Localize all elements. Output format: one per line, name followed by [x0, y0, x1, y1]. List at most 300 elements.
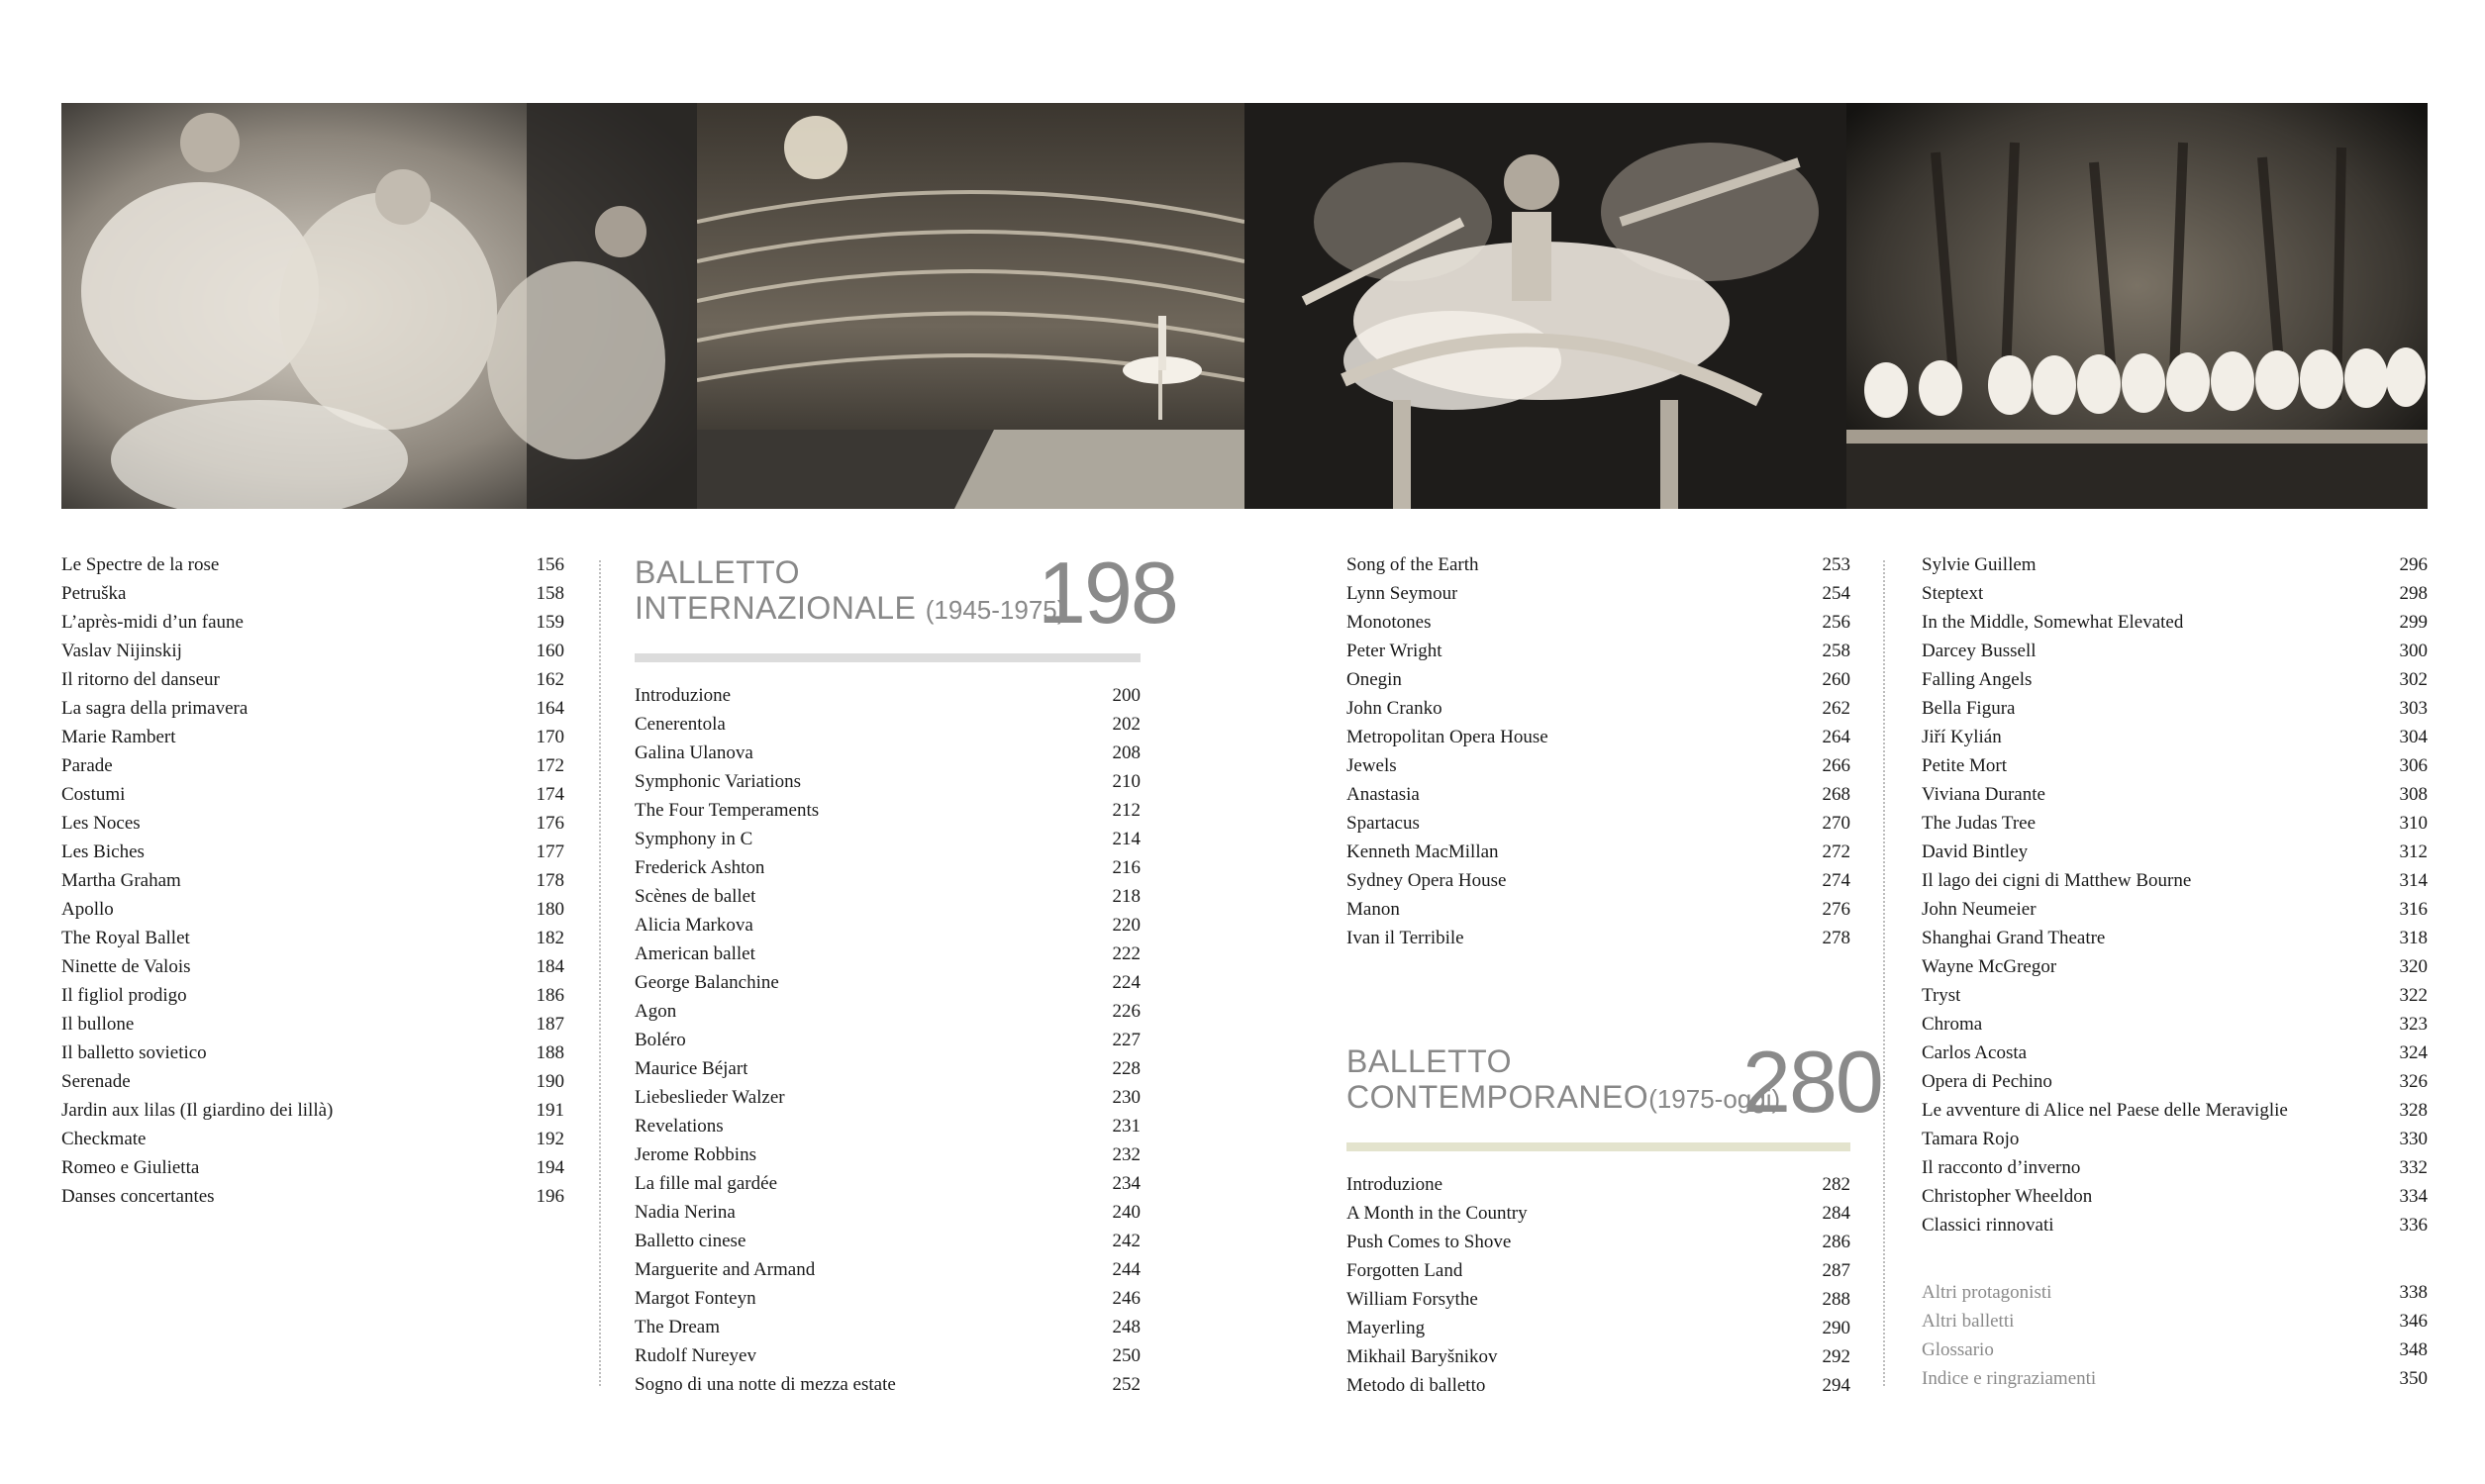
toc-entry-page: 264: [1822, 727, 1850, 747]
section-title-line1: BALLETTO: [1346, 1043, 1513, 1079]
toc-entry-page: 290: [1822, 1318, 1850, 1338]
toc-entry[interactable]: [635, 796, 1141, 825]
toc-entry-title: Tryst: [1922, 985, 1961, 1006]
toc-entry-page: 316: [2399, 899, 2428, 920]
toc-entry-page: 210: [1112, 771, 1141, 792]
toc-entry[interactable]: [1922, 838, 2428, 866]
toc-entry-page: 262: [1822, 698, 1850, 719]
toc-entry[interactable]: [61, 608, 564, 637]
toc-entry-page: 282: [1822, 1174, 1850, 1195]
toc-entry-title: Peter Wright: [1346, 641, 1442, 661]
toc-entry-title: David Bintley: [1922, 841, 2029, 862]
toc-entry-title: The Royal Ballet: [61, 928, 190, 948]
toc-entry-page: 330: [2399, 1129, 2428, 1149]
toc-entry-title: Agon: [635, 1001, 677, 1022]
column-divider-left: [599, 560, 601, 1386]
toc-entry-title: Symphonic Variations: [635, 771, 802, 792]
toc-entry[interactable]: [61, 838, 564, 866]
toc-entry-title: Costumi: [61, 784, 126, 805]
toc-entry-title: Revelations: [635, 1116, 724, 1137]
toc-entry-title: Ninette de Valois: [61, 956, 191, 977]
toc-entry-title: John Neumeier: [1922, 899, 2037, 920]
toc-entry-page: 288: [1822, 1289, 1850, 1310]
toc-entry-page: 318: [2399, 928, 2428, 948]
toc-entry[interactable]: [635, 1140, 1141, 1169]
toc-entry-title: Les Biches: [61, 841, 145, 862]
toc-entry-page: 159: [536, 612, 564, 633]
toc-entry-page: 287: [1822, 1260, 1850, 1281]
toc-entry[interactable]: [1922, 1307, 2428, 1336]
toc-entry[interactable]: [1922, 579, 2428, 608]
toc-entry-title: Petruška: [61, 583, 127, 604]
toc-entry-title: Introduzione: [1346, 1174, 1443, 1195]
toc-entry[interactable]: [635, 968, 1141, 997]
toc-entry[interactable]: [635, 997, 1141, 1026]
toc-entry-page: 348: [2399, 1339, 2428, 1360]
toc-entry-page: 177: [536, 841, 564, 862]
toc-entry[interactable]: [1346, 1285, 1850, 1314]
toc-entry[interactable]: [635, 1313, 1141, 1341]
toc-entry-title: Christopher Wheeldon: [1922, 1186, 2093, 1207]
toc-entry-page: 162: [536, 669, 564, 690]
toc-entry[interactable]: [61, 1153, 564, 1182]
toc-entry[interactable]: [1346, 838, 1850, 866]
toc-entry[interactable]: [61, 924, 564, 952]
toc-entry-title: Onegin: [1346, 669, 1402, 690]
section-title-line1: BALLETTO: [635, 554, 801, 590]
toc-entry[interactable]: [1922, 1125, 2428, 1153]
toc-entry[interactable]: [61, 723, 564, 751]
toc-entry-page: 299: [2399, 612, 2428, 633]
toc-entry[interactable]: [1922, 1039, 2428, 1067]
toc-entry[interactable]: [1922, 780, 2428, 809]
toc-entry[interactable]: [635, 940, 1141, 968]
toc-entry[interactable]: [1346, 665, 1850, 694]
toc-entry-title: Il racconto d’inverno: [1922, 1157, 2081, 1178]
toc-entry-page: 220: [1112, 915, 1141, 936]
toc-entry-page: 242: [1112, 1231, 1141, 1251]
toc-entry-page: 323: [2399, 1014, 2428, 1035]
toc-entry-title: Sogno di una notte di mezza estate: [635, 1374, 896, 1395]
toc-entry-title: Chroma: [1922, 1014, 1983, 1035]
toc-entry-page: 228: [1112, 1058, 1141, 1079]
toc-entry-page: 252: [1112, 1374, 1141, 1395]
toc-entry[interactable]: [61, 1039, 564, 1067]
toc-entry[interactable]: [61, 1010, 564, 1039]
toc-entry-title: Monotones: [1346, 612, 1432, 633]
toc-entry-page: 254: [1822, 583, 1850, 604]
toc-entry-title: The Four Temperaments: [635, 800, 820, 821]
toc-entry[interactable]: [1922, 694, 2428, 723]
section-years: (1945-1975): [925, 595, 1066, 625]
toc-entry-title: Manon: [1346, 899, 1400, 920]
toc-entry[interactable]: [1346, 579, 1850, 608]
toc-entry-page: 250: [1112, 1345, 1141, 1366]
toc-entry[interactable]: [635, 825, 1141, 853]
toc-entry-title: Margot Fonteyn: [635, 1288, 756, 1309]
toc-entry-page: 212: [1112, 800, 1141, 821]
toc-entry-page: 182: [536, 928, 564, 948]
toc-entry-page: 272: [1822, 841, 1850, 862]
toc-column-1: [61, 550, 564, 1211]
toc-entry[interactable]: [61, 952, 564, 981]
toc-column-4: [1922, 550, 2428, 1393]
toc-entry-title: Marguerite and Armand: [635, 1259, 816, 1280]
toc-entry[interactable]: [1922, 665, 2428, 694]
toc-entry-page: 308: [2399, 784, 2428, 805]
toc-entry-page: 156: [536, 554, 564, 575]
toc-entry[interactable]: [635, 1054, 1141, 1083]
toc-entry-page: 240: [1112, 1202, 1141, 1223]
toc-entry-title: Steptext: [1922, 583, 1984, 604]
toc-entry-title: Marie Rambert: [61, 727, 176, 747]
photo-strip: [61, 103, 2428, 509]
toc-entry-page: 186: [536, 985, 564, 1006]
toc-entry[interactable]: [1346, 1170, 1850, 1199]
toc-entry-title: Galina Ulanova: [635, 742, 753, 763]
toc-entry[interactable]: [1346, 1256, 1850, 1285]
toc-entry-page: 292: [1822, 1346, 1850, 1367]
toc-entry-title: Metropolitan Opera House: [1346, 727, 1548, 747]
toc-list: [635, 681, 1141, 1399]
toc-entry-title: Jewels: [1346, 755, 1397, 776]
toc-entry[interactable]: [61, 637, 564, 665]
toc-entry[interactable]: [635, 1370, 1141, 1399]
toc-entry-page: 296: [2399, 554, 2428, 575]
toc-entry-title: Alicia Markova: [635, 915, 753, 936]
toc-entry-title: Les Noces: [61, 813, 141, 834]
toc-entry[interactable]: [1346, 1314, 1850, 1342]
toc-entry-title: Martha Graham: [61, 870, 181, 891]
toc-entry-page: 298: [2399, 583, 2428, 604]
toc-entry-page: 300: [2399, 641, 2428, 661]
toc-entry[interactable]: [61, 1182, 564, 1211]
toc-entry-title: Frederick Ashton: [635, 857, 765, 878]
toc-entry-page: 196: [536, 1186, 564, 1207]
toc-entry[interactable]: [635, 1255, 1141, 1284]
toc-entry[interactable]: [635, 882, 1141, 911]
toc-entry[interactable]: [1922, 809, 2428, 838]
toc-entry[interactable]: [635, 1169, 1141, 1198]
section-heading-contemporaneo: [1346, 1033, 1882, 1131]
toc-entry-page: 284: [1822, 1203, 1850, 1224]
toc-entry[interactable]: [1922, 1278, 2428, 1307]
toc-entry-title: Push Comes to Shove: [1346, 1232, 1512, 1252]
toc-entry[interactable]: [61, 751, 564, 780]
toc-entry-page: 227: [1112, 1030, 1141, 1050]
toc-entry-title: Tamara Rojo: [1922, 1129, 2020, 1149]
section-years: (1975-oggi): [1648, 1084, 1781, 1114]
toc-entry-page: 224: [1112, 972, 1141, 993]
toc-entry-title: A Month in the Country: [1346, 1203, 1528, 1224]
toc-entry[interactable]: [635, 1026, 1141, 1054]
toc-entry-title: Indice e ringraziamenti: [1922, 1368, 2097, 1389]
toc-entry-page: 306: [2399, 755, 2428, 776]
toc-entry-title: Balletto cinese: [635, 1231, 746, 1251]
section-bar: [1346, 1142, 1850, 1151]
toc-entry[interactable]: [635, 767, 1141, 796]
toc-entry[interactable]: [61, 694, 564, 723]
toc-entry-title: Jardin aux lilas (Il giardino dei lillà): [61, 1100, 334, 1121]
toc-entry-page: 258: [1822, 641, 1850, 661]
toc-entry[interactable]: [61, 579, 564, 608]
toc-entry-title: Il balletto sovietico: [61, 1042, 207, 1063]
toc-entry[interactable]: [1922, 866, 2428, 895]
section-title-line2: CONTEMPORANEO: [1346, 1079, 1649, 1115]
toc-entry[interactable]: [1922, 981, 2428, 1010]
toc-entry-title: Il figliol prodigo: [61, 985, 187, 1006]
toc-entry-title: Vaslav Nijinskij: [61, 641, 182, 661]
toc-entry-page: 170: [536, 727, 564, 747]
toc-entry-page: 180: [536, 899, 564, 920]
photo-theatre-auditorium: [697, 103, 1244, 509]
toc-entry[interactable]: [635, 853, 1141, 882]
toc-entry-title: John Cranko: [1346, 698, 1442, 719]
toc-entry-page: 303: [2399, 698, 2428, 719]
toc-entry-page: 192: [536, 1129, 564, 1149]
toc-entry-page: 276: [1822, 899, 1850, 920]
toc-entry[interactable]: [1922, 550, 2428, 579]
toc-entry[interactable]: [61, 1067, 564, 1096]
toc-entry-title: Petite Mort: [1922, 755, 2008, 776]
toc-entry[interactable]: [635, 681, 1141, 710]
toc-entry-title: La fille mal gardée: [635, 1173, 778, 1194]
toc-entry[interactable]: [635, 1227, 1141, 1255]
toc-entry[interactable]: [1922, 1067, 2428, 1096]
toc-entry-page: 338: [2399, 1282, 2428, 1303]
toc-entry[interactable]: [635, 1341, 1141, 1370]
toc-entry[interactable]: [1346, 1199, 1850, 1228]
toc-entry-title: Jiří Kylián: [1922, 727, 2002, 747]
toc-entry[interactable]: [1346, 780, 1850, 809]
toc-entry[interactable]: [1346, 1342, 1850, 1371]
toc-entry-title: Il bullone: [61, 1014, 135, 1035]
toc-entry-title: Falling Angels: [1922, 669, 2033, 690]
toc-entry-title: Scènes de ballet: [635, 886, 756, 907]
toc-entry[interactable]: [1922, 637, 2428, 665]
toc-entry-title: Sydney Opera House: [1346, 870, 1507, 891]
toc-entry[interactable]: [61, 895, 564, 924]
toc-entry[interactable]: [1922, 1211, 2428, 1239]
toc-entry-title: Song of the Earth: [1346, 554, 1479, 575]
photo-swan-lake-duet: [1244, 103, 1846, 509]
toc-entry-page: 260: [1822, 669, 1850, 690]
toc-entry-page: 218: [1112, 886, 1141, 907]
toc-entry-title: Mayerling: [1346, 1318, 1426, 1338]
toc-entry-title: The Judas Tree: [1922, 813, 2037, 834]
photo-corps-de-ballet-forest: [1846, 103, 2428, 509]
toc-entry-page: 214: [1112, 829, 1141, 849]
toc-entry[interactable]: [1346, 550, 1850, 579]
toc-entry[interactable]: [61, 1096, 564, 1125]
toc-entry-page: 266: [1822, 755, 1850, 776]
toc-entry-page: 326: [2399, 1071, 2428, 1092]
toc-entry-page: 248: [1112, 1317, 1141, 1337]
toc-entry-page: 334: [2399, 1186, 2428, 1207]
toc-entry-title: Liebeslieder Walzer: [635, 1087, 785, 1108]
section-title-line2: INTERNAZIONALE: [635, 590, 917, 626]
toc-entry[interactable]: [635, 911, 1141, 940]
toc-entry-page: 164: [536, 698, 564, 719]
toc-entry-title: Boléro: [635, 1030, 686, 1050]
toc-entry-title: Cenerentola: [635, 714, 726, 735]
toc-entry[interactable]: [1346, 866, 1850, 895]
toc-entry-title: Anastasia: [1346, 784, 1420, 805]
toc-entry-page: 286: [1822, 1232, 1850, 1252]
toc-entry[interactable]: [61, 809, 564, 838]
toc-entry[interactable]: [61, 981, 564, 1010]
toc-list: [1922, 550, 2428, 1239]
toc-entry-page: 178: [536, 870, 564, 891]
toc-entry[interactable]: [1346, 1228, 1850, 1256]
toc-entry-page: 274: [1822, 870, 1850, 891]
toc-entry-page: 234: [1112, 1173, 1141, 1194]
toc-entry-title: Mikhail Baryšnikov: [1346, 1346, 1498, 1367]
toc-entry-title: Il lago dei cigni di Matthew Bourne: [1922, 870, 2192, 891]
toc-entry-page: 322: [2399, 985, 2428, 1006]
toc-entry-title: Le Spectre de la rose: [61, 554, 220, 575]
toc-entry-page: 253: [1822, 554, 1850, 575]
toc-entry[interactable]: [1346, 608, 1850, 637]
toc-entry-title: Classici rinnovati: [1922, 1215, 2054, 1236]
toc-entry-page: 350: [2399, 1368, 2428, 1389]
toc-entry[interactable]: [635, 739, 1141, 767]
toc-entry[interactable]: [1922, 1153, 2428, 1182]
toc-entry-title: William Forsythe: [1346, 1289, 1478, 1310]
toc-entry-title: Altri balletti: [1922, 1311, 2015, 1332]
toc-entry-title: Rudolf Nureyev: [635, 1345, 756, 1366]
toc-entry-page: 194: [536, 1157, 564, 1178]
toc-entry[interactable]: [635, 1083, 1141, 1112]
toc-entry-title: Bella Figura: [1922, 698, 2016, 719]
toc-entry[interactable]: [635, 710, 1141, 739]
toc-entry[interactable]: [635, 1112, 1141, 1140]
toc-entry-title: Danses concertantes: [61, 1186, 215, 1207]
toc-column-3: [1346, 550, 1882, 1400]
toc-entry-page: 256: [1822, 612, 1850, 633]
toc-entry-title: Le avventure di Alice nel Paese delle Meraviglie: [1922, 1100, 2288, 1121]
toc-entry[interactable]: [1346, 723, 1850, 751]
toc-entry-page: 310: [2399, 813, 2428, 834]
toc-entry-page: 172: [536, 755, 564, 776]
toc-entry-title: Romeo e Giulietta: [61, 1157, 200, 1178]
toc-entry-title: Maurice Béjart: [635, 1058, 748, 1079]
toc-entry[interactable]: [1922, 608, 2428, 637]
toc-entry[interactable]: [1346, 751, 1850, 780]
toc-entry-page: 346: [2399, 1311, 2428, 1332]
toc-entry-title: Kenneth MacMillan: [1346, 841, 1499, 862]
toc-entry[interactable]: [61, 866, 564, 895]
toc-entry-title: Glossario: [1922, 1339, 1994, 1360]
toc-entry[interactable]: [635, 1284, 1141, 1313]
toc-entry[interactable]: [61, 1125, 564, 1153]
toc-entry[interactable]: [1346, 1371, 1850, 1400]
toc-entry[interactable]: [1346, 924, 1850, 952]
toc-entry[interactable]: [1922, 1364, 2428, 1393]
toc-entry-title: The Dream: [635, 1317, 720, 1337]
toc-entry-page: 268: [1822, 784, 1850, 805]
toc-entry[interactable]: [1346, 637, 1850, 665]
photo-swan-dancers: [61, 103, 697, 509]
toc-entry[interactable]: [1922, 1096, 2428, 1125]
toc-entry-page: 246: [1112, 1288, 1141, 1309]
toc-entry[interactable]: [1922, 1010, 2428, 1039]
toc-entry-page: 278: [1822, 928, 1850, 948]
toc-entry-page: 160: [536, 641, 564, 661]
toc-entry-title: Shanghai Grand Theatre: [1922, 928, 2106, 948]
toc-entry-page: 232: [1112, 1144, 1141, 1165]
toc-entry-page: 202: [1112, 714, 1141, 735]
toc-entry-title: George Balanchine: [635, 972, 779, 993]
toc-entry-title: Forgotten Land: [1346, 1260, 1463, 1281]
toc-column-2: [635, 544, 1177, 1399]
toc-entry[interactable]: [61, 665, 564, 694]
section-heading-internazionale: [635, 544, 1177, 642]
toc-entry-page: 314: [2399, 870, 2428, 891]
toc-entry[interactable]: [1922, 1182, 2428, 1211]
toc-entry-title: Jerome Robbins: [635, 1144, 756, 1165]
toc-entry[interactable]: [61, 780, 564, 809]
toc-entry-page: 191: [536, 1100, 564, 1121]
toc-entry[interactable]: [1346, 694, 1850, 723]
section-page-number: 280: [1742, 1033, 1882, 1131]
toc-entry-page: 188: [536, 1042, 564, 1063]
toc-entry-page: 320: [2399, 956, 2428, 977]
toc-entry-title: Ivan il Terribile: [1346, 928, 1464, 948]
toc-entry[interactable]: [61, 550, 564, 579]
toc-entry-page: 324: [2399, 1042, 2428, 1063]
toc-entry[interactable]: [1922, 1336, 2428, 1364]
toc-entry-page: 174: [536, 784, 564, 805]
toc-entry-title: Il ritorno del danseur: [61, 669, 220, 690]
section-bar: [635, 653, 1141, 662]
toc-entry-page: 231: [1112, 1116, 1141, 1137]
toc-back-matter: [1922, 1278, 2428, 1393]
toc-entry-title: Apollo: [61, 899, 114, 920]
toc-entry[interactable]: [1922, 952, 2428, 981]
toc-entry[interactable]: [1922, 924, 2428, 952]
toc-entry-page: 244: [1112, 1259, 1141, 1280]
toc-entry-title: La sagra della primavera: [61, 698, 248, 719]
toc-entry-title: Checkmate: [61, 1129, 147, 1149]
toc-entry[interactable]: [1922, 895, 2428, 924]
toc-entry-page: 302: [2399, 669, 2428, 690]
toc-entry-page: 270: [1822, 813, 1850, 834]
toc-entry-page: 332: [2399, 1157, 2428, 1178]
toc-entry-page: 184: [536, 956, 564, 977]
toc-entry-page: 294: [1822, 1375, 1850, 1396]
toc-entry-title: Altri protagonisti: [1922, 1282, 2052, 1303]
toc-entry-page: 158: [536, 583, 564, 604]
toc-entry-page: 328: [2399, 1100, 2428, 1121]
toc-entry-title: In the Middle, Somewhat Elevated: [1922, 612, 2184, 633]
toc-entry[interactable]: [1922, 751, 2428, 780]
toc-entry-title: Lynn Seymour: [1346, 583, 1458, 604]
toc-entry-page: 216: [1112, 857, 1141, 878]
toc-entry[interactable]: [1346, 895, 1850, 924]
toc-entry[interactable]: [1346, 809, 1850, 838]
toc-entry-title: Carlos Acosta: [1922, 1042, 2028, 1063]
toc-entry-page: 190: [536, 1071, 564, 1092]
toc-entry-title: Symphony in C: [635, 829, 753, 849]
toc-entry-title: Viviana Durante: [1922, 784, 2045, 805]
toc-entry-page: 176: [536, 813, 564, 834]
toc-entry[interactable]: [1922, 723, 2428, 751]
toc-entry-title: Metodo di balletto: [1346, 1375, 1486, 1396]
toc-entry-page: 230: [1112, 1087, 1141, 1108]
toc-entry[interactable]: [635, 1198, 1141, 1227]
toc-entry-title: Introduzione: [635, 685, 732, 706]
